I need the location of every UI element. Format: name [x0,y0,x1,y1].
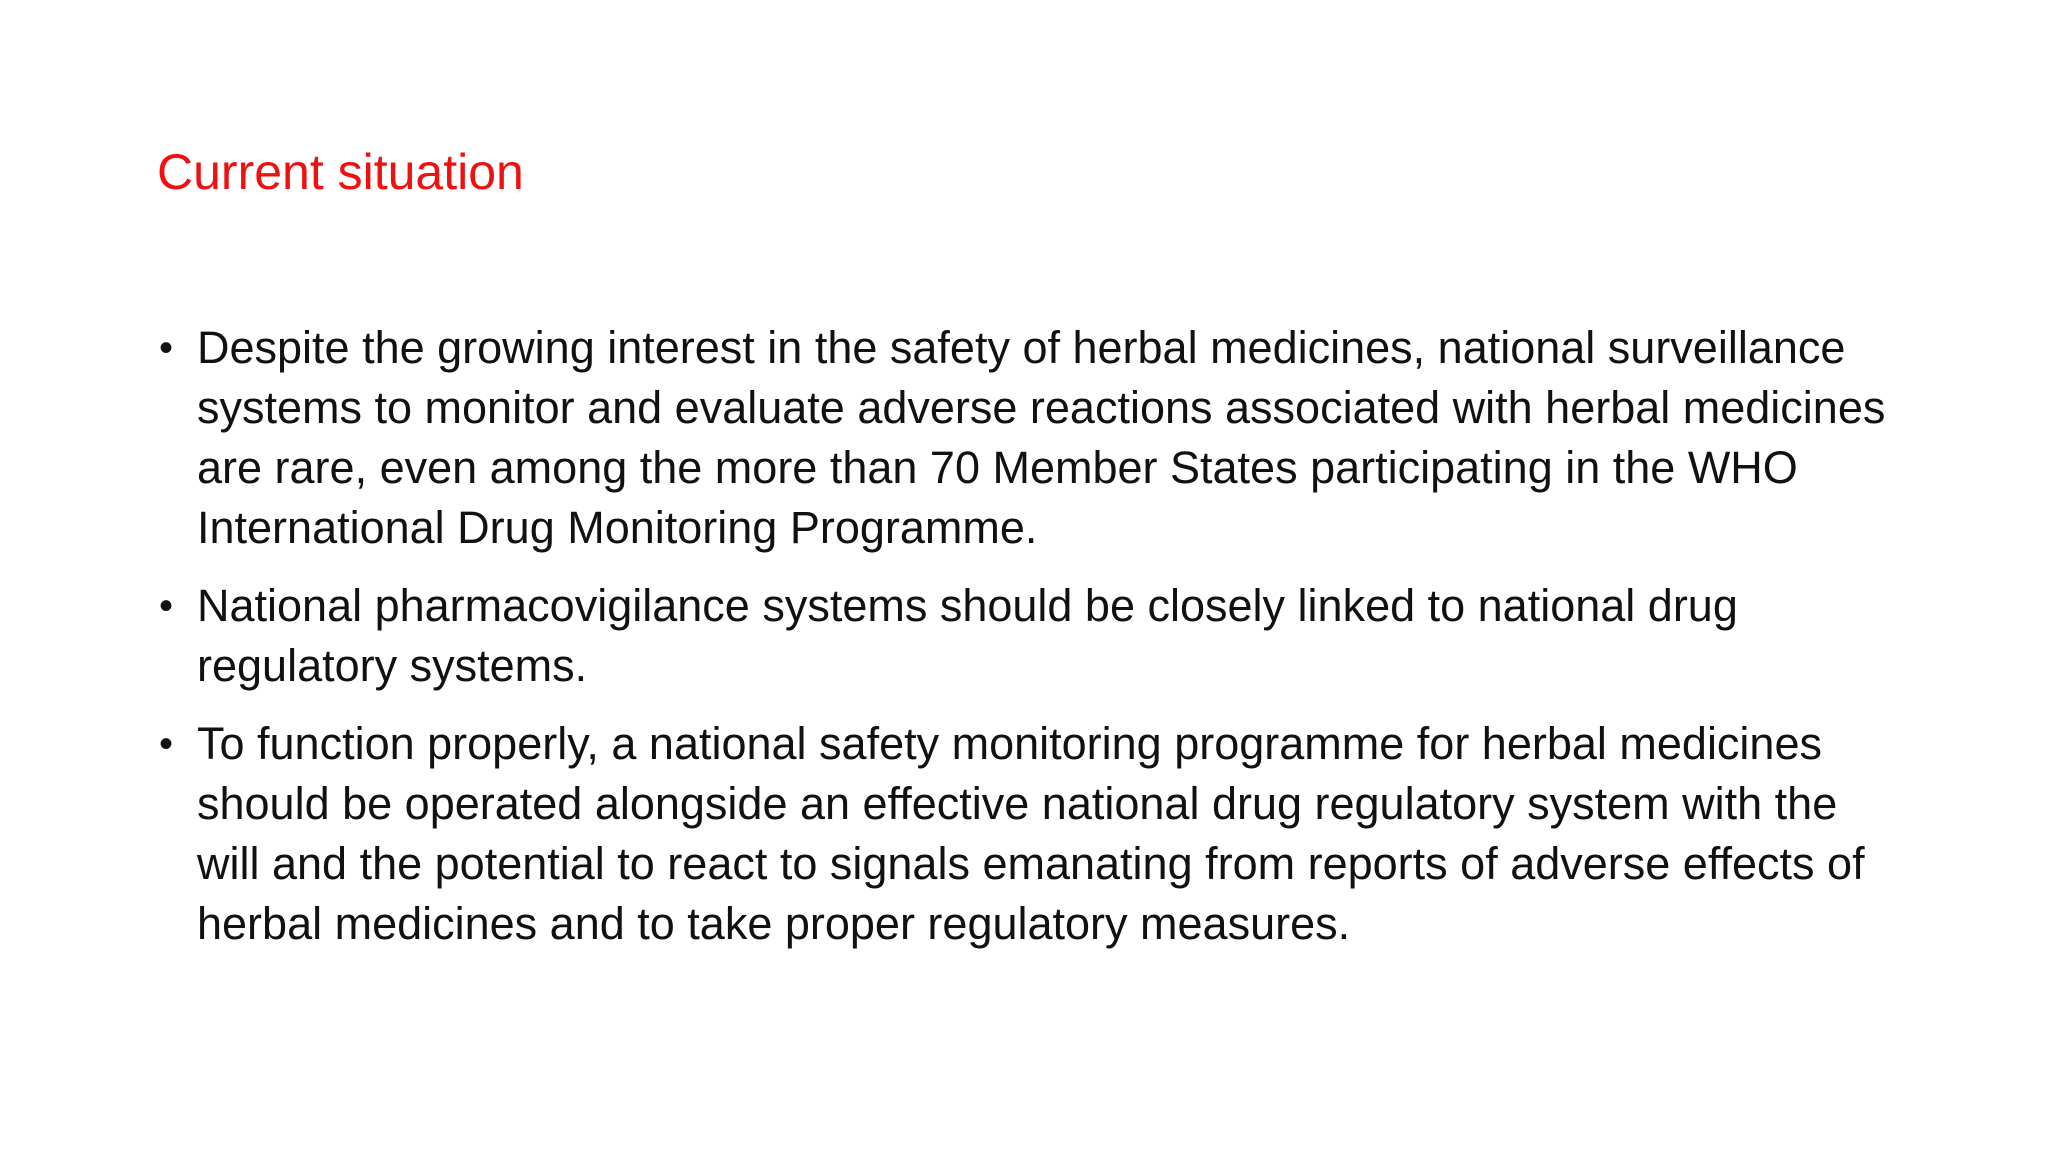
bullet-dot-icon: • [159,722,174,766]
bullet-text: National pharmacovigilance systems should be closely linked to national drug regulatory systems. [197,580,1738,691]
bullet-item [157,714,1897,954]
bullet-item [157,576,1897,696]
bullet-dot-icon: • [159,584,174,628]
bullet-dot-icon: • [159,326,174,370]
bullet-list [157,318,1897,972]
bullet-text: Despite the growing interest in the safety of herbal medicines, national surveillance systems to monitor and evaluate adverse reactions associated with herbal medicines are rare, even among the more than 70 Member States participating in the WHO International Drug Monitoring Programme. [197,322,1886,553]
bullet-text: To function properly, a national safety monitoring programme for herbal medicines should be operated alongside an effective national drug regulatory system with the will and the potential to react to signals emanating from reports of adverse effects of herbal medicines and to take proper regulatory measures. [197,718,1865,949]
slide-title: Current situation [157,144,524,200]
bullet-item [157,318,1897,558]
